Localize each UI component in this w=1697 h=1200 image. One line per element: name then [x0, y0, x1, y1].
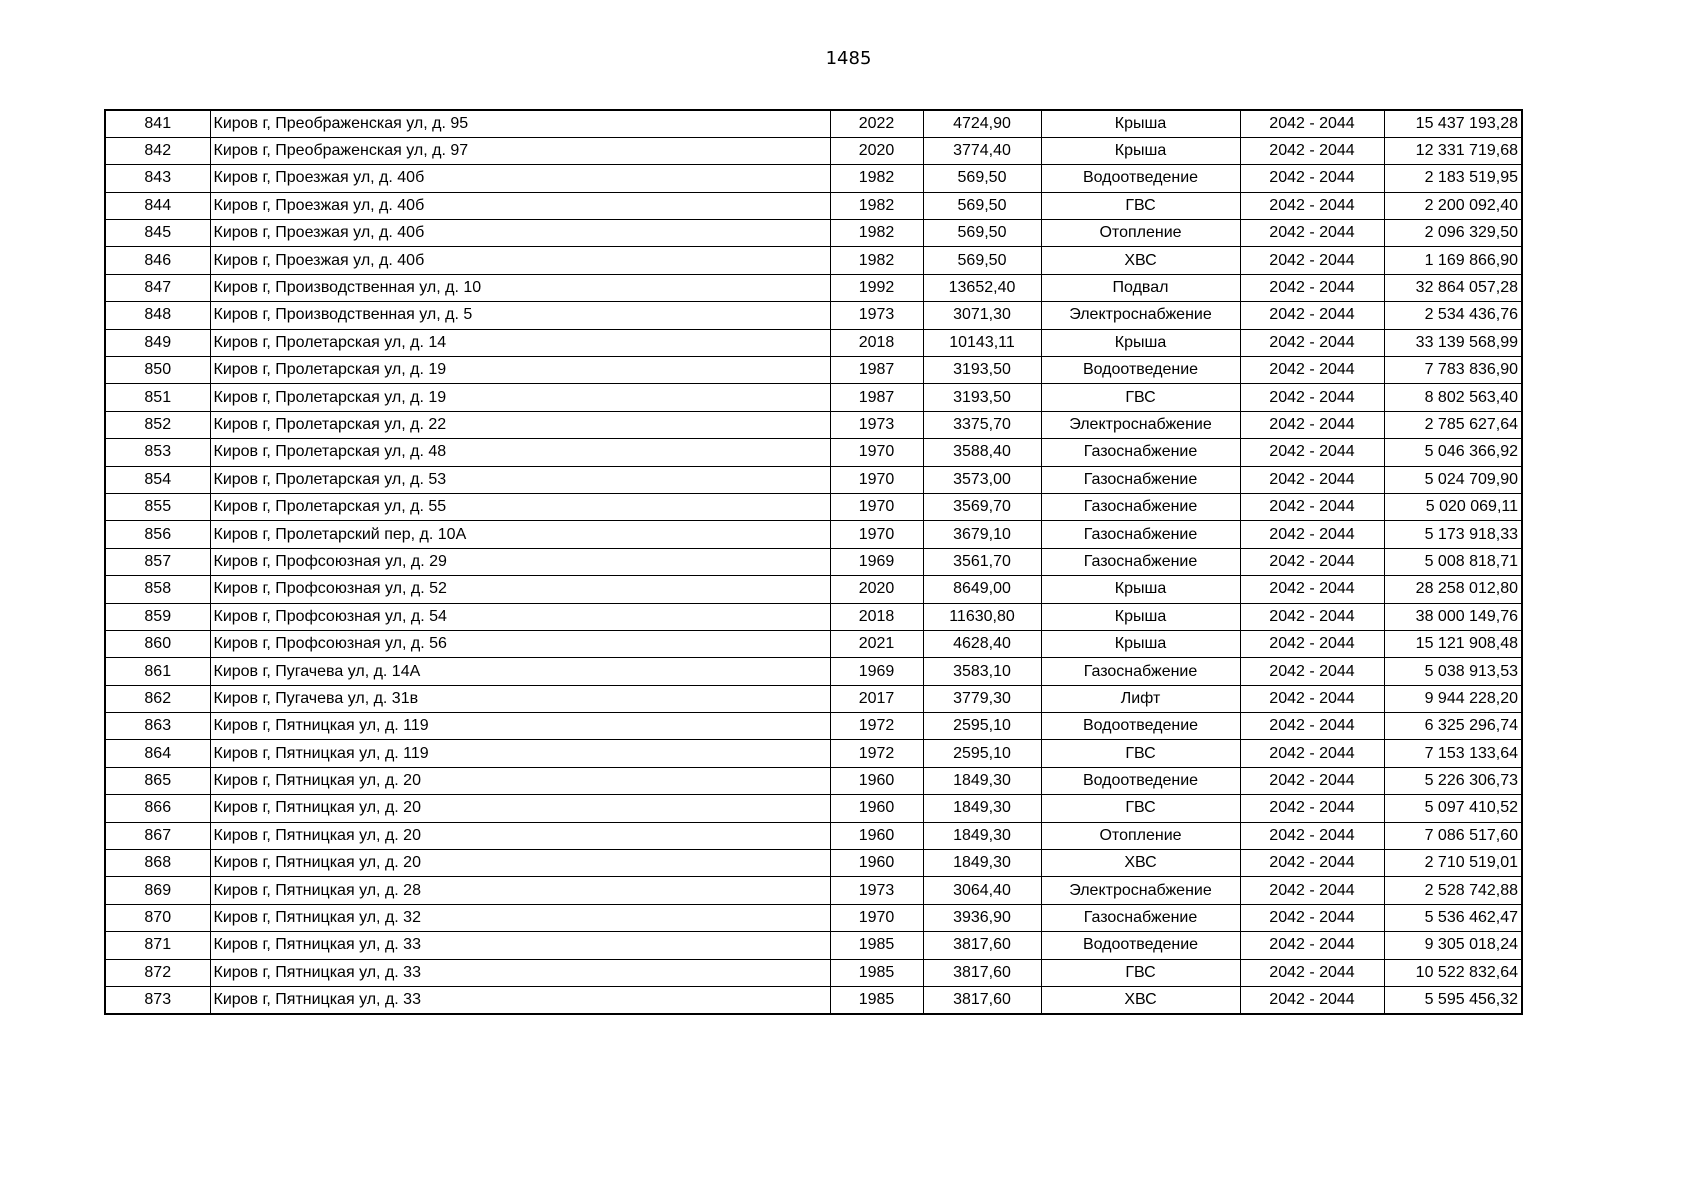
work-type-cell: Газоснабжение [1041, 548, 1240, 575]
row-number-cell: 847 [105, 274, 210, 301]
cost-cell: 9 944 228,20 [1384, 685, 1522, 712]
cost-cell: 5 046 366,92 [1384, 439, 1522, 466]
row-number-cell: 862 [105, 685, 210, 712]
cost-cell: 7 086 517,60 [1384, 822, 1522, 849]
period-cell: 2042 - 2044 [1240, 165, 1384, 192]
row-number-cell: 842 [105, 137, 210, 164]
area-cell: 569,50 [923, 192, 1041, 219]
row-number-cell: 870 [105, 904, 210, 931]
work-type-cell: Отопление [1041, 220, 1240, 247]
work-type-cell: Газоснабжение [1041, 466, 1240, 493]
work-type-cell: Водоотведение [1041, 767, 1240, 794]
area-cell: 4724,90 [923, 110, 1041, 137]
cost-cell: 7 783 836,90 [1384, 357, 1522, 384]
table-row [105, 439, 1522, 466]
address-cell: Киров г, Пятницкая ул, д. 20 [210, 795, 830, 822]
period-cell: 2042 - 2044 [1240, 329, 1384, 356]
row-number-cell: 858 [105, 576, 210, 603]
cost-cell: 5 008 818,71 [1384, 548, 1522, 575]
table-row [105, 548, 1522, 575]
address-cell: Киров г, Преображенская ул, д. 95 [210, 110, 830, 137]
address-cell: Киров г, Пятницкая ул, д. 33 [210, 987, 830, 1014]
cost-cell: 15 121 908,48 [1384, 630, 1522, 657]
area-cell: 3588,40 [923, 439, 1041, 466]
area-cell: 569,50 [923, 165, 1041, 192]
work-type-cell: Электроснабжение [1041, 411, 1240, 438]
table-row [105, 137, 1522, 164]
period-cell: 2042 - 2044 [1240, 603, 1384, 630]
area-cell: 2595,10 [923, 740, 1041, 767]
row-number-cell: 845 [105, 220, 210, 247]
table-row [105, 932, 1522, 959]
work-type-cell: ХВС [1041, 987, 1240, 1014]
area-cell: 3561,70 [923, 548, 1041, 575]
table-row [105, 302, 1522, 329]
row-number-cell: 841 [105, 110, 210, 137]
period-cell: 2042 - 2044 [1240, 247, 1384, 274]
cost-cell: 5 595 456,32 [1384, 987, 1522, 1014]
year-cell: 1982 [830, 192, 923, 219]
year-cell: 1969 [830, 658, 923, 685]
period-cell: 2042 - 2044 [1240, 713, 1384, 740]
row-number-cell: 850 [105, 357, 210, 384]
cost-cell: 2 183 519,95 [1384, 165, 1522, 192]
cost-cell: 2 710 519,01 [1384, 850, 1522, 877]
year-cell: 1982 [830, 247, 923, 274]
cost-cell: 6 325 296,74 [1384, 713, 1522, 740]
row-number-cell: 869 [105, 877, 210, 904]
work-type-cell: ГВС [1041, 192, 1240, 219]
table-row [105, 630, 1522, 657]
table-row [105, 685, 1522, 712]
row-number-cell: 859 [105, 603, 210, 630]
address-cell: Киров г, Пролетарская ул, д. 22 [210, 411, 830, 438]
cost-cell: 33 139 568,99 [1384, 329, 1522, 356]
row-number-cell: 871 [105, 932, 210, 959]
period-cell: 2042 - 2044 [1240, 439, 1384, 466]
area-cell: 3193,50 [923, 357, 1041, 384]
cost-cell: 7 153 133,64 [1384, 740, 1522, 767]
area-cell: 3817,60 [923, 987, 1041, 1014]
cost-cell: 5 097 410,52 [1384, 795, 1522, 822]
address-cell: Киров г, Профсоюзная ул, д. 56 [210, 630, 830, 657]
address-cell: Киров г, Профсоюзная ул, д. 54 [210, 603, 830, 630]
area-cell: 3679,10 [923, 521, 1041, 548]
period-cell: 2042 - 2044 [1240, 767, 1384, 794]
period-cell: 2042 - 2044 [1240, 904, 1384, 931]
area-cell: 1849,30 [923, 822, 1041, 849]
area-cell: 3817,60 [923, 959, 1041, 986]
address-cell: Киров г, Пятницкая ул, д. 32 [210, 904, 830, 931]
address-cell: Киров г, Проезжая ул, д. 40б [210, 247, 830, 274]
year-cell: 1992 [830, 274, 923, 301]
work-type-cell: Лифт [1041, 685, 1240, 712]
row-number-cell: 849 [105, 329, 210, 356]
cost-cell: 1 169 866,90 [1384, 247, 1522, 274]
address-cell: Киров г, Пугачева ул, д. 14А [210, 658, 830, 685]
row-number-cell: 856 [105, 521, 210, 548]
period-cell: 2042 - 2044 [1240, 740, 1384, 767]
year-cell: 2021 [830, 630, 923, 657]
table-body [105, 110, 1522, 1014]
year-cell: 1960 [830, 850, 923, 877]
address-cell: Киров г, Пятницкая ул, д. 33 [210, 959, 830, 986]
work-type-cell: Водоотведение [1041, 165, 1240, 192]
row-number-cell: 857 [105, 548, 210, 575]
table-row [105, 357, 1522, 384]
period-cell: 2042 - 2044 [1240, 493, 1384, 520]
table-row [105, 192, 1522, 219]
period-cell: 2042 - 2044 [1240, 877, 1384, 904]
row-number-cell: 848 [105, 302, 210, 329]
area-cell: 11630,80 [923, 603, 1041, 630]
work-type-cell: Отопление [1041, 822, 1240, 849]
year-cell: 2020 [830, 576, 923, 603]
address-cell: Киров г, Пролетарская ул, д. 48 [210, 439, 830, 466]
area-cell: 569,50 [923, 247, 1041, 274]
row-number-cell: 868 [105, 850, 210, 877]
area-cell: 13652,40 [923, 274, 1041, 301]
year-cell: 1970 [830, 493, 923, 520]
work-type-cell: Газоснабжение [1041, 904, 1240, 931]
address-cell: Киров г, Пятницкая ул, д. 33 [210, 932, 830, 959]
work-type-cell: Подвал [1041, 274, 1240, 301]
row-number-cell: 873 [105, 987, 210, 1014]
row-number-cell: 843 [105, 165, 210, 192]
work-type-cell: Крыша [1041, 576, 1240, 603]
table-row [105, 850, 1522, 877]
row-number-cell: 863 [105, 713, 210, 740]
area-cell: 2595,10 [923, 713, 1041, 740]
cost-cell: 5 536 462,47 [1384, 904, 1522, 931]
year-cell: 2018 [830, 603, 923, 630]
period-cell: 2042 - 2044 [1240, 987, 1384, 1014]
address-cell: Киров г, Пролетарская ул, д. 14 [210, 329, 830, 356]
table-row [105, 411, 1522, 438]
period-cell: 2042 - 2044 [1240, 959, 1384, 986]
work-type-cell: Крыша [1041, 603, 1240, 630]
year-cell: 1972 [830, 740, 923, 767]
year-cell: 1982 [830, 165, 923, 192]
year-cell: 1985 [830, 959, 923, 986]
area-cell: 3573,00 [923, 466, 1041, 493]
cost-cell: 2 096 329,50 [1384, 220, 1522, 247]
work-type-cell: Крыша [1041, 630, 1240, 657]
row-number-cell: 854 [105, 466, 210, 493]
area-cell: 3375,70 [923, 411, 1041, 438]
address-cell: Киров г, Пятницкая ул, д. 20 [210, 822, 830, 849]
address-cell: Киров г, Пятницкая ул, д. 20 [210, 850, 830, 877]
table-row [105, 877, 1522, 904]
row-number-cell: 851 [105, 384, 210, 411]
year-cell: 1960 [830, 822, 923, 849]
year-cell: 1970 [830, 466, 923, 493]
period-cell: 2042 - 2044 [1240, 850, 1384, 877]
repair-schedule-table [104, 109, 1523, 1015]
work-type-cell: ХВС [1041, 850, 1240, 877]
cost-cell: 8 802 563,40 [1384, 384, 1522, 411]
row-number-cell: 855 [105, 493, 210, 520]
period-cell: 2042 - 2044 [1240, 411, 1384, 438]
address-cell: Киров г, Производственная ул, д. 5 [210, 302, 830, 329]
table-row [105, 795, 1522, 822]
period-cell: 2042 - 2044 [1240, 302, 1384, 329]
year-cell: 1987 [830, 357, 923, 384]
cost-cell: 15 437 193,28 [1384, 110, 1522, 137]
table-row [105, 959, 1522, 986]
row-number-cell: 853 [105, 439, 210, 466]
year-cell: 1960 [830, 795, 923, 822]
row-number-cell: 864 [105, 740, 210, 767]
period-cell: 2042 - 2044 [1240, 521, 1384, 548]
year-cell: 2020 [830, 137, 923, 164]
row-number-cell: 861 [105, 658, 210, 685]
cost-cell: 28 258 012,80 [1384, 576, 1522, 603]
year-cell: 1973 [830, 877, 923, 904]
area-cell: 8649,00 [923, 576, 1041, 603]
work-type-cell: Газоснабжение [1041, 658, 1240, 685]
area-cell: 4628,40 [923, 630, 1041, 657]
work-type-cell: Электроснабжение [1041, 302, 1240, 329]
year-cell: 1982 [830, 220, 923, 247]
year-cell: 2022 [830, 110, 923, 137]
period-cell: 2042 - 2044 [1240, 795, 1384, 822]
work-type-cell: Электроснабжение [1041, 877, 1240, 904]
table-row [105, 904, 1522, 931]
work-type-cell: Водоотведение [1041, 932, 1240, 959]
year-cell: 1985 [830, 932, 923, 959]
address-cell: Киров г, Пятницкая ул, д. 20 [210, 767, 830, 794]
cost-cell: 38 000 149,76 [1384, 603, 1522, 630]
area-cell: 10143,11 [923, 329, 1041, 356]
period-cell: 2042 - 2044 [1240, 357, 1384, 384]
table-row [105, 822, 1522, 849]
work-type-cell: ГВС [1041, 740, 1240, 767]
table-row [105, 658, 1522, 685]
cost-cell: 5 038 913,53 [1384, 658, 1522, 685]
work-type-cell: Водоотведение [1041, 357, 1240, 384]
area-cell: 3817,60 [923, 932, 1041, 959]
year-cell: 1969 [830, 548, 923, 575]
cost-cell: 2 528 742,88 [1384, 877, 1522, 904]
year-cell: 1970 [830, 521, 923, 548]
cost-cell: 9 305 018,24 [1384, 932, 1522, 959]
address-cell: Киров г, Производственная ул, д. 10 [210, 274, 830, 301]
address-cell: Киров г, Пятницкая ул, д. 119 [210, 740, 830, 767]
address-cell: Киров г, Профсоюзная ул, д. 52 [210, 576, 830, 603]
period-cell: 2042 - 2044 [1240, 384, 1384, 411]
year-cell: 1972 [830, 713, 923, 740]
area-cell: 569,50 [923, 220, 1041, 247]
period-cell: 2042 - 2044 [1240, 220, 1384, 247]
work-type-cell: Крыша [1041, 110, 1240, 137]
table-row [105, 247, 1522, 274]
year-cell: 1970 [830, 904, 923, 931]
address-cell: Киров г, Проезжая ул, д. 40б [210, 165, 830, 192]
area-cell: 1849,30 [923, 795, 1041, 822]
area-cell: 3774,40 [923, 137, 1041, 164]
year-cell: 1987 [830, 384, 923, 411]
table-row [105, 466, 1522, 493]
table-row [105, 740, 1522, 767]
cost-cell: 5 226 306,73 [1384, 767, 1522, 794]
row-number-cell: 865 [105, 767, 210, 794]
work-type-cell: Газоснабжение [1041, 439, 1240, 466]
address-cell: Киров г, Профсоюзная ул, д. 29 [210, 548, 830, 575]
row-number-cell: 852 [105, 411, 210, 438]
work-type-cell: Газоснабжение [1041, 521, 1240, 548]
work-type-cell: ГВС [1041, 795, 1240, 822]
address-cell: Киров г, Проезжая ул, д. 40б [210, 220, 830, 247]
period-cell: 2042 - 2044 [1240, 466, 1384, 493]
period-cell: 2042 - 2044 [1240, 685, 1384, 712]
area-cell: 3779,30 [923, 685, 1041, 712]
address-cell: Киров г, Пролетарская ул, д. 19 [210, 384, 830, 411]
area-cell: 3071,30 [923, 302, 1041, 329]
table-row [105, 220, 1522, 247]
cost-cell: 12 331 719,68 [1384, 137, 1522, 164]
table-row [105, 987, 1522, 1014]
period-cell: 2042 - 2044 [1240, 192, 1384, 219]
row-number-cell: 867 [105, 822, 210, 849]
row-number-cell: 860 [105, 630, 210, 657]
year-cell: 2017 [830, 685, 923, 712]
row-number-cell: 872 [105, 959, 210, 986]
work-type-cell: Газоснабжение [1041, 493, 1240, 520]
address-cell: Киров г, Преображенская ул, д. 97 [210, 137, 830, 164]
area-cell: 3569,70 [923, 493, 1041, 520]
area-cell: 1849,30 [923, 850, 1041, 877]
work-type-cell: ХВС [1041, 247, 1240, 274]
work-type-cell: ГВС [1041, 959, 1240, 986]
area-cell: 3064,40 [923, 877, 1041, 904]
period-cell: 2042 - 2044 [1240, 137, 1384, 164]
cost-cell: 2 534 436,76 [1384, 302, 1522, 329]
work-type-cell: Крыша [1041, 137, 1240, 164]
area-cell: 3583,10 [923, 658, 1041, 685]
work-type-cell: Крыша [1041, 329, 1240, 356]
cost-cell: 32 864 057,28 [1384, 274, 1522, 301]
work-type-cell: Водоотведение [1041, 713, 1240, 740]
address-cell: Киров г, Пугачева ул, д. 31в [210, 685, 830, 712]
table-row [105, 493, 1522, 520]
page-number: 1485 [825, 48, 872, 69]
cost-cell: 10 522 832,64 [1384, 959, 1522, 986]
table-row [105, 165, 1522, 192]
table-row [105, 274, 1522, 301]
row-number-cell: 846 [105, 247, 210, 274]
table-row [105, 576, 1522, 603]
year-cell: 1973 [830, 302, 923, 329]
period-cell: 2042 - 2044 [1240, 548, 1384, 575]
cost-cell: 5 020 069,11 [1384, 493, 1522, 520]
address-cell: Киров г, Пролетарская ул, д. 19 [210, 357, 830, 384]
cost-cell: 5 173 918,33 [1384, 521, 1522, 548]
address-cell: Киров г, Пролетарская ул, д. 55 [210, 493, 830, 520]
year-cell: 1960 [830, 767, 923, 794]
period-cell: 2042 - 2044 [1240, 658, 1384, 685]
table-row [105, 329, 1522, 356]
year-cell: 2018 [830, 329, 923, 356]
period-cell: 2042 - 2044 [1240, 576, 1384, 603]
address-cell: Киров г, Проезжая ул, д. 40б [210, 192, 830, 219]
table-row [105, 767, 1522, 794]
row-number-cell: 866 [105, 795, 210, 822]
table-row [105, 603, 1522, 630]
area-cell: 1849,30 [923, 767, 1041, 794]
year-cell: 1973 [830, 411, 923, 438]
year-cell: 1985 [830, 987, 923, 1014]
table-row [105, 110, 1522, 137]
cost-cell: 5 024 709,90 [1384, 466, 1522, 493]
period-cell: 2042 - 2044 [1240, 822, 1384, 849]
area-cell: 3193,50 [923, 384, 1041, 411]
period-cell: 2042 - 2044 [1240, 274, 1384, 301]
period-cell: 2042 - 2044 [1240, 110, 1384, 137]
table-row [105, 384, 1522, 411]
row-number-cell: 844 [105, 192, 210, 219]
cost-cell: 2 785 627,64 [1384, 411, 1522, 438]
work-type-cell: ГВС [1041, 384, 1240, 411]
period-cell: 2042 - 2044 [1240, 630, 1384, 657]
address-cell: Киров г, Пролетарская ул, д. 53 [210, 466, 830, 493]
address-cell: Киров г, Пятницкая ул, д. 119 [210, 713, 830, 740]
period-cell: 2042 - 2044 [1240, 932, 1384, 959]
area-cell: 3936,90 [923, 904, 1041, 931]
cost-cell: 2 200 092,40 [1384, 192, 1522, 219]
address-cell: Киров г, Пятницкая ул, д. 28 [210, 877, 830, 904]
address-cell: Киров г, Пролетарский пер, д. 10А [210, 521, 830, 548]
table-row [105, 713, 1522, 740]
table-row [105, 521, 1522, 548]
year-cell: 1970 [830, 439, 923, 466]
